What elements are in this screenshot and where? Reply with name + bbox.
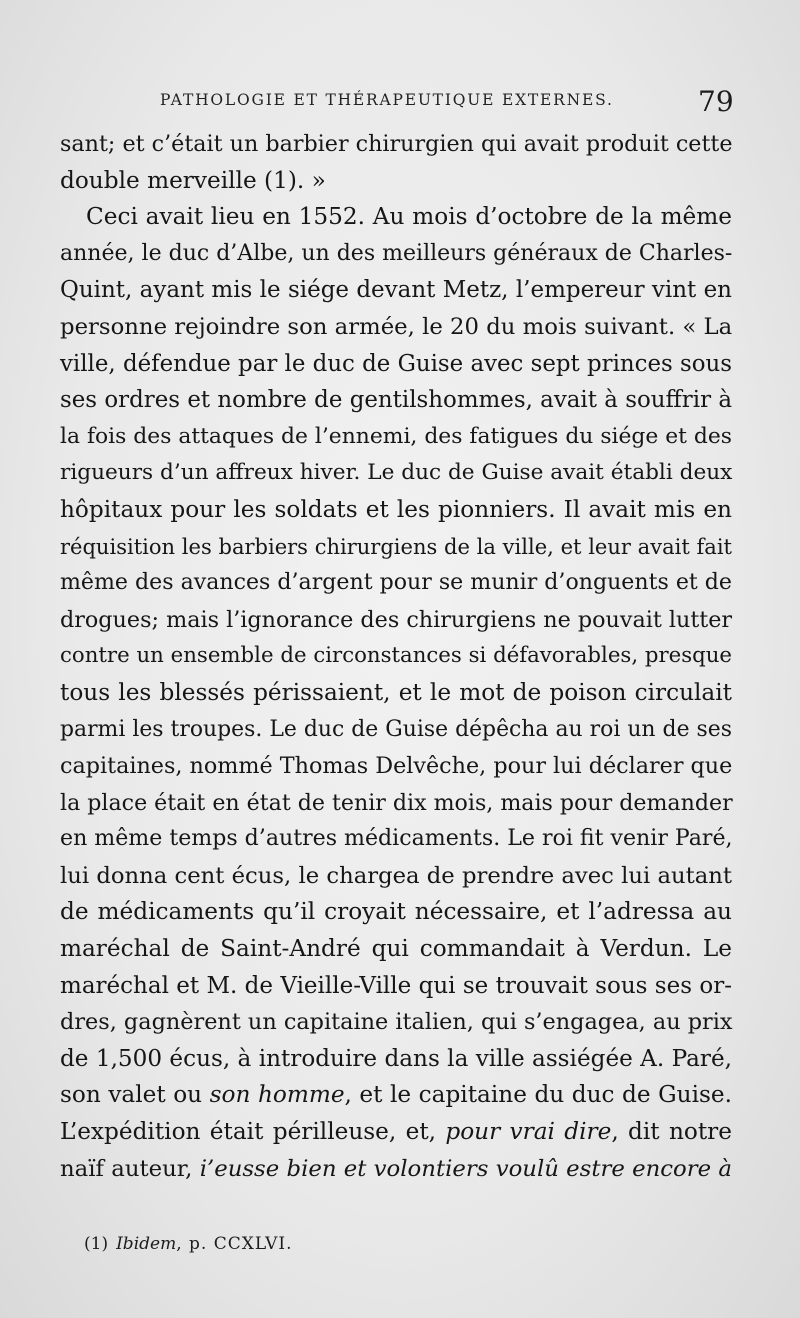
text-line: réquisition les barbiers chirurgiens de la ville, et leur avait fait <box>60 533 732 559</box>
footnote-page: , p. CCXLVI. <box>176 1234 293 1254</box>
text-line <box>60 1151 732 1188</box>
text-line: tous les blessés périssaient, et le mot de poison circulait <box>60 678 732 706</box>
text-line <box>60 1114 732 1151</box>
italic-phrase: i’eusse bien et volontiers voulû estre encore à <box>199 1155 732 1182</box>
text-line: sant; et c’était un barbier chirurgien qui avait produit cette <box>60 131 733 157</box>
text-line <box>60 199 732 236</box>
text-segment: , dit notre <box>611 1118 732 1146</box>
text-line: même des avances d’argent pour se munir d’onguents et de <box>60 570 732 596</box>
text-line: ses ordres et nombre de gentilshommes, avait à souffrir à <box>60 387 732 414</box>
text-segment: L’expédition était périlleuse, et, <box>60 1118 446 1146</box>
text-line: parmi les troupes. Le duc de Guise dépêcha au roi un de ses <box>60 716 732 742</box>
text-line: dres, gagnèrent un capitaine italien, qui s’engagea, au prix <box>60 1009 733 1036</box>
text-line: personne rejoindre son armée, le 20 du mois suivant. « La <box>60 313 733 340</box>
text-line: hôpitaux pour les soldats et les pionniers. Il avait mis en <box>60 495 732 523</box>
paragraph-start: Ceci avait lieu en 1552. Au mois d’octobre de la même <box>86 203 732 231</box>
text-line: la fois des attaques de l’ennemi, des fatigues du siége et des <box>60 423 732 449</box>
text-line: maréchal de Saint-André qui commandait à Verdun. Le <box>60 935 732 963</box>
text-line: contre un ensemble de circonstances si défavorables, presque <box>60 643 732 669</box>
text-line: maréchal et M. de Vieille-Ville qui se trouvait sous ses or- <box>60 972 732 999</box>
text-line: Quint, ayant mis le siége devant Metz, l’empereur vint en <box>60 277 732 304</box>
text-line: la place était en état de tenir dix mois, mais pour demander <box>60 789 733 816</box>
text-line: rigueurs d’un affreux hiver. Le duc de Guise avait établi deux <box>60 460 733 486</box>
italic-phrase: pour vrai dire <box>445 1118 612 1146</box>
text-line: drogues; mais l’ignorance des chirurgiens ne pouvait lutter <box>60 606 733 633</box>
page-number: 79 <box>698 85 734 118</box>
page-header <box>0 85 800 125</box>
italic-phrase: son homme <box>209 1081 345 1109</box>
text-segment: , et le capitaine du duc de Guise. <box>344 1081 732 1109</box>
text-line <box>60 1077 732 1114</box>
text-line: double merveille (1). » <box>60 166 326 194</box>
text-line: en même temps d’autres médicaments. Le roi fit venir Paré, <box>60 826 733 852</box>
footnote <box>84 1234 293 1254</box>
text-line: année, le duc d’Albe, un des meilleurs généraux de Charles- <box>60 240 733 266</box>
text-line: de 1,500 écus, à introduire dans la ville assiégée A. Paré, <box>60 1045 732 1072</box>
text-line: capitaines, nommé Thomas Delvêche, pour lui déclarer que <box>60 753 733 780</box>
body-text <box>60 126 732 1187</box>
text-line: lui donna cent écus, le chargea de prendre avec lui autant <box>60 862 732 889</box>
footnote-mark: (1) <box>84 1234 109 1254</box>
footnote-reference: Ibidem <box>116 1234 177 1254</box>
text-segment: naïf auteur, <box>60 1155 200 1182</box>
text-line: de médicaments qu’il croyait nécessaire, et l’adressa au <box>60 898 732 926</box>
text-line: ville, défendue par le duc de Guise avec sept princes sous <box>60 350 732 377</box>
running-head: PATHOLOGIE ET THÉRAPEUTIQUE EXTERNES. <box>160 91 614 109</box>
text-segment: son valet ou <box>60 1081 210 1109</box>
